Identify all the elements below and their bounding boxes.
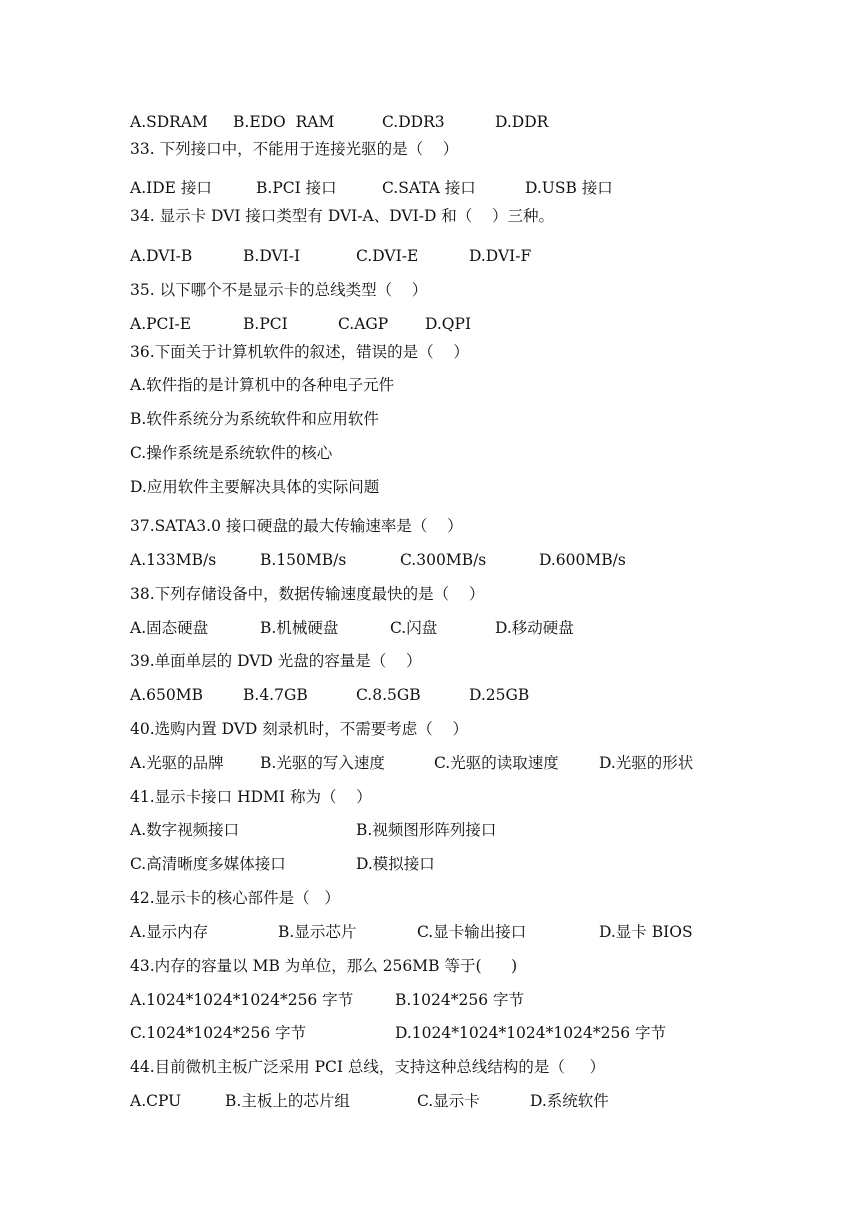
answer-option: A.133MB/s — [130, 551, 217, 569]
answer-option: A.数字视频接口 — [130, 821, 240, 839]
answer-option: C.AGP — [338, 315, 389, 333]
answer-option: B.PCI — [243, 315, 288, 333]
question-text: B.软件系统分为系统软件和应用软件 — [130, 410, 379, 428]
answer-option: D.USB 接口 — [525, 179, 613, 197]
answer-option: A.DVI-B — [130, 247, 193, 265]
answer-option: C.闪盘 — [390, 619, 438, 637]
answer-option: B.显示芯片 — [278, 923, 357, 941]
question-text: 37.SATA3.0 接口硬盘的最大传输速率是（ ） — [130, 517, 463, 535]
answer-option: D.移动硬盘 — [495, 619, 574, 637]
question-text: 33. 下列接口中，不能用于连接光驱的是（ ） — [130, 140, 459, 158]
answer-option: D.DVI-F — [469, 247, 532, 265]
answer-option: C.显卡输出接口 — [417, 923, 527, 941]
answer-option: D.显卡 BIOS — [599, 923, 693, 941]
answer-option: D.DDR — [495, 113, 549, 131]
answer-option: A.PCI-E — [130, 315, 192, 333]
question-text: 35. 以下哪个不是显示卡的总线类型（ ） — [130, 281, 428, 299]
answer-option: C.DDR3 — [382, 113, 445, 131]
answer-option: B.1024*256 字节 — [395, 991, 525, 1009]
answer-option: B.PCI 接口 — [256, 179, 337, 197]
answer-option: B.150MB/s — [260, 551, 347, 569]
answer-option: B.DVI-I — [243, 247, 301, 265]
answer-option: B.主板上的芯片组 — [225, 1092, 350, 1110]
answer-option: D.模拟接口 — [356, 855, 435, 873]
answer-option: C.DVI-E — [356, 247, 419, 265]
answer-option: A.光驱的品牌 — [130, 754, 224, 772]
answer-option: D.QPI — [425, 315, 472, 333]
answer-option: C.SATA 接口 — [382, 179, 476, 197]
answer-option: A.显示内存 — [130, 923, 209, 941]
question-text: 39.单面单层的 DVD 光盘的容量是（ ） — [130, 652, 422, 670]
answer-option: D.1024*1024*1024*1024*256 字节 — [395, 1024, 667, 1042]
answer-option: D.系统软件 — [530, 1092, 609, 1110]
question-text: 43.内存的容量以 MB 为单位，那么 256MB 等于( ) — [130, 957, 518, 975]
answer-option: D.25GB — [469, 686, 530, 704]
question-text: 41.显示卡接口 HDMI 称为（ ） — [130, 788, 372, 806]
answer-option: D.600MB/s — [539, 551, 626, 569]
question-text: 42.显示卡的核心部件是（ ） — [130, 889, 340, 907]
answer-option: A.1024*1024*1024*256 字节 — [130, 991, 354, 1009]
question-text: D.应用软件主要解决具体的实际问题 — [130, 478, 380, 496]
answer-option: A.IDE 接口 — [130, 179, 212, 197]
question-text: 40.选购内置 DVD 刻录机时，不需要考虑（ ） — [130, 720, 468, 738]
question-text: A.软件指的是计算机中的各种电子元件 — [130, 376, 395, 394]
question-text: C.操作系统是系统软件的核心 — [130, 444, 333, 462]
question-text: 34. 显示卡 DVI 接口类型有 DVI-A、DVI-D 和（ ）三种。 — [130, 207, 555, 225]
answer-option: B.光驱的写入速度 — [260, 754, 385, 772]
answer-option: B.EDO RAM — [233, 113, 335, 131]
answer-option: C.1024*1024*256 字节 — [130, 1024, 307, 1042]
answer-option: B.4.7GB — [243, 686, 308, 704]
answer-option: C.光驱的读取速度 — [434, 754, 559, 772]
answer-option: A.固态硬盘 — [130, 619, 209, 637]
answer-option: A.650MB — [130, 686, 203, 704]
answer-option: C.8.5GB — [356, 686, 421, 704]
question-text: 38.下列存储设备中，数据传输速度最快的是（ ） — [130, 585, 485, 603]
question-text: 44.目前微机主板广泛采用 PCI 总线，支持这种总线结构的是（ ） — [130, 1058, 606, 1076]
answer-option: C.高清晰度多媒体接口 — [130, 855, 286, 873]
answer-option: D.光驱的形状 — [599, 754, 694, 772]
answer-option: A.CPU — [130, 1092, 182, 1110]
answer-option: B.机械硬盘 — [260, 619, 339, 637]
answer-option: B.视频图形阵列接口 — [356, 821, 497, 839]
question-text: 36.下面关于计算机软件的叙述，错误的是（ ） — [130, 343, 469, 361]
answer-option: A.SDRAM — [130, 113, 208, 131]
answer-option: C.300MB/s — [400, 551, 487, 569]
answer-option: C.显示卡 — [417, 1092, 480, 1110]
